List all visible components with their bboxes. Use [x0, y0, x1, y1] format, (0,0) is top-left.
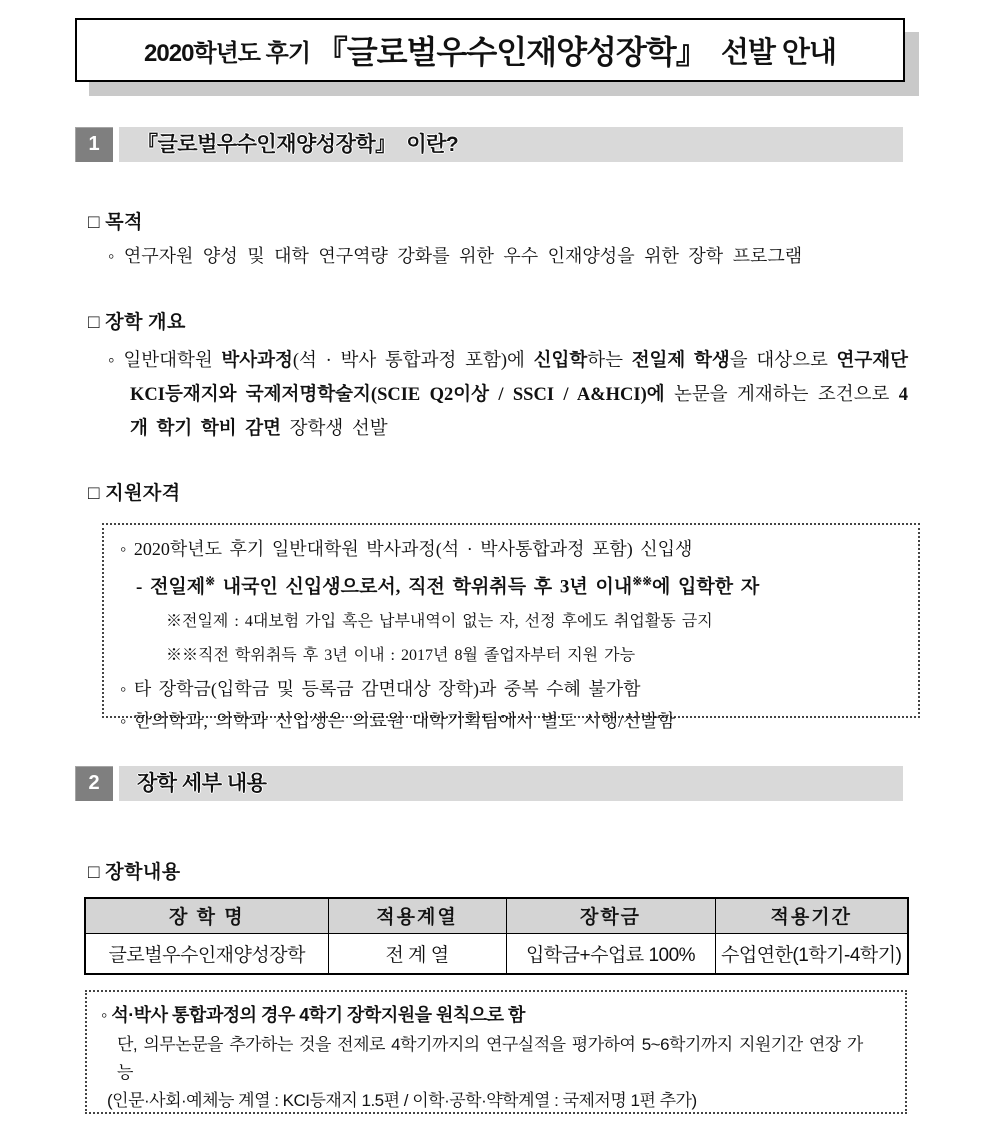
- note-extension-2: 능: [117, 1063, 133, 1082]
- section1-title-bar: 『글로벌우수인재양성장학』 이란?: [119, 127, 903, 162]
- eligibility-box: [102, 523, 920, 732]
- table-header-amount: 장학금: [506, 898, 715, 933]
- overview-paragraph: ◦ 일반대학원 박사과정(석 · 박사 통합과정 포함)에 신입학하는 전일제 학생을 대상으로 연구재단 KCI등재지와 국제저명학술지(SCIE Q2이상 / SSCI / A&HCI)에 논문을 게재하는 조건으로 4개 학기 학비 감면 장학생 선발: [108, 351, 908, 439]
- table-cell-name: 글로벌우수인재양성장학: [85, 933, 328, 974]
- note-requirements: (인문·사회·예체능 계열 : KCI등재지 1.5편 / 이학·공학·약학계열 : 국제저명 1편 추가): [107, 1091, 697, 1110]
- title-suffix: 선발 안내: [706, 36, 836, 69]
- section2-number-badge: 2: [75, 766, 113, 801]
- table-cell-category: 전 계 열: [328, 933, 506, 974]
- document-title-box: [75, 18, 905, 82]
- eligibility-heading: □ 지원자격: [88, 483, 181, 504]
- title-main: 『글로벌우수인재양성장학』: [315, 34, 707, 70]
- eligibility-line-duplicate: ◦ 타 장학금(입학금 및 등록금 감면대상 장학)과 중복 수혜 불가함: [120, 679, 641, 700]
- eligibility-line-medical: ◦ 한의학과, 의학과 신입생은 의료원 대학기획팀에서 별도 시행/선발함: [120, 711, 676, 732]
- table-header-period: 적용기간: [715, 898, 908, 933]
- title-prefix: 2020학년도 후기: [144, 39, 316, 67]
- table-cell-amount: 입학금+수업료 100%: [506, 933, 715, 974]
- section1-number-badge: 1: [75, 127, 113, 162]
- eligibility-line-fulltime: - 전일제※ 내국인 신입생으로서, 직전 학위취득 후 3년 이내※※에 입학한 자: [136, 575, 760, 598]
- eligibility-footnote-degree: ※※직전 학위취득 후 3년 이내 : 2017년 8월 졸업자부터 지원 가능: [166, 647, 636, 665]
- section2-title-bar: 장학 세부 내용: [119, 766, 903, 801]
- purpose-heading: □ 목적: [88, 212, 143, 233]
- purpose-body: ◦ 연구자원 양성 및 대학 연구역량 강화를 위한 우수 인재양성을 위한 장학 프로그램: [108, 246, 803, 266]
- table-header-category: 적용계열: [328, 898, 506, 933]
- eligibility-line: ◦ 2020학년도 후기 일반대학원 박사과정(석 · 박사통합과정 포함) 신입생: [120, 539, 693, 559]
- table-cell-period: 수업연한(1학기-4학기): [715, 933, 908, 974]
- table-header-row: [85, 898, 908, 933]
- table-row: [85, 933, 908, 974]
- note-principle: ◦ 석·박사 통합과정의 경우 4학기 장학지원을 원칙으로 함: [101, 1005, 525, 1025]
- note-box: [85, 990, 907, 1114]
- table-header-name: 장 학 명: [85, 898, 328, 933]
- eligibility-footnote-fulltime: ※전일제 : 4대보험 가입 혹은 납부내역이 없는 자, 선정 후에도 취업활동 금지: [166, 613, 713, 631]
- overview-heading: □ 장학 개요: [88, 312, 186, 333]
- scholarship-table: [84, 897, 909, 975]
- details-heading: □ 장학내용: [88, 862, 181, 883]
- note-extension-1: 단, 의무논문을 추가하는 것을 전제로 4학기까지의 연구실적을 평가하여 5~6학기까지 지원기간 연장 가: [117, 1035, 863, 1054]
